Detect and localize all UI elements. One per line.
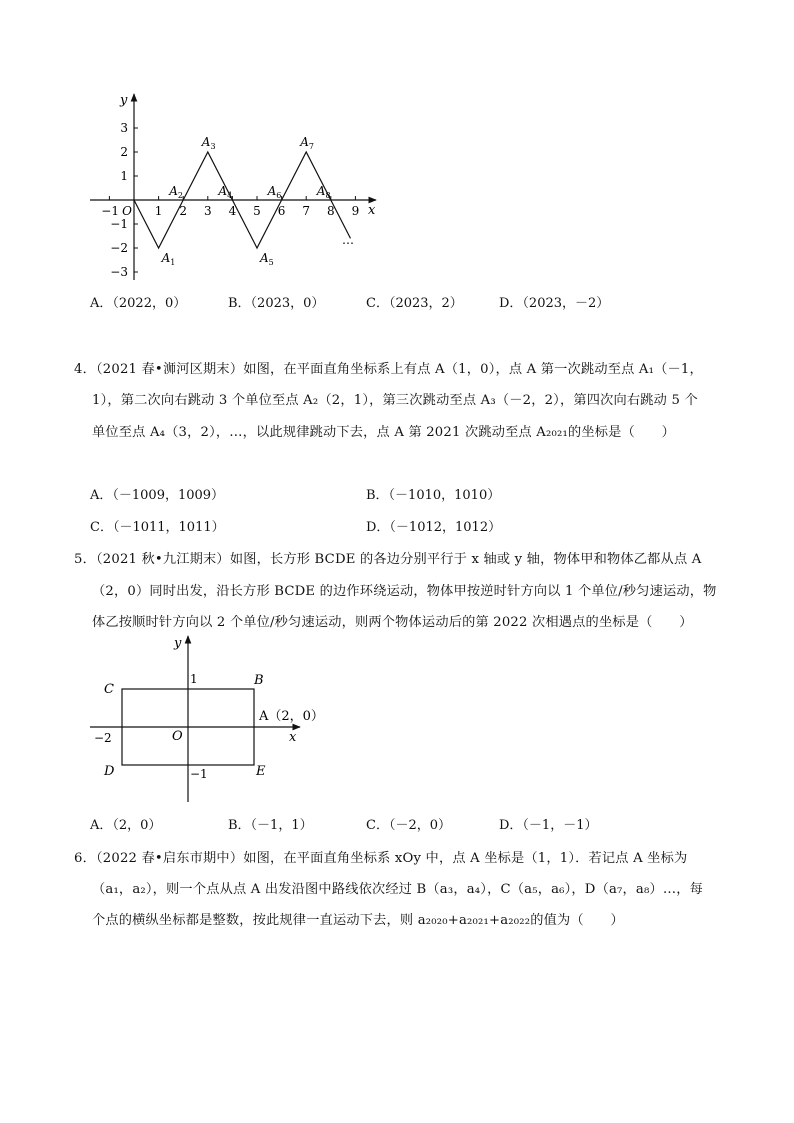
x-tick-label: 4 xyxy=(228,204,237,218)
ellipsis: … xyxy=(342,233,354,247)
x-tick-label: 3 xyxy=(203,204,212,218)
x-axis-label: x xyxy=(289,730,297,745)
x-tick-label: 7 xyxy=(302,204,311,218)
y-tick-label: −3 xyxy=(110,265,128,279)
q5-line-1: 5．（2021 秋•九江期末）如图，长方形 BCDE 的各边分别平行于 x 轴或 y 轴，物体甲和物体乙都从点 A xyxy=(74,552,702,567)
q3-option-d[interactable]: D．（2023，－2） xyxy=(499,296,610,311)
q3-option-c[interactable]: C．（2023，2） xyxy=(366,296,463,311)
x-tick-label: 2 xyxy=(179,204,188,218)
y-tick-label: 3 xyxy=(120,121,128,135)
y-tick-label: 1 xyxy=(120,169,128,183)
y-tick-label: −1 xyxy=(110,217,128,231)
q5-line-2: （2，0）同时出发，沿长方形 BCDE 的边作环绕运动，物体甲按逆时针方向以 1 个单位/秒匀速运动，物 xyxy=(92,584,717,599)
origin-label: O xyxy=(172,729,183,744)
point-label-a5: $A_5$ xyxy=(260,251,274,267)
q4-line-1: 4．（2021 春•浉河区期末）如图，在平面直角坐标系上有点 A（1，0），点 A 第一次跳动至点 A₁（－1， xyxy=(74,362,703,377)
q4-option-a[interactable]: A．（－1009，1009） xyxy=(90,488,225,503)
x-tick-label: 1 xyxy=(154,204,163,218)
x-tick-label: 8 xyxy=(326,204,335,218)
zigzag-graph xyxy=(80,88,390,288)
q4-option-b[interactable]: B．（－1010，1010） xyxy=(366,488,501,503)
q5-line-3: 体乙按顺时针方向以 2 个单位/秒匀速运动，则两个物体运动后的第 2022 次相遇点的坐标是（ ） xyxy=(92,615,693,630)
q5-option-a[interactable]: A．（2，0） xyxy=(90,818,162,833)
point-label-a3: $A_3$ xyxy=(201,135,216,151)
point-label-a8: $A_8$ xyxy=(316,184,331,200)
point-label-a4: $A_4$ xyxy=(218,184,233,200)
q6-line-2: （a₁，a₂），则一个点从点 A 出发沿图中路线依次经过 B（a₃，a₄），C（a₅，a₆），D（a₇，a₈）…，每 xyxy=(92,882,704,897)
point-label-a7: $A_7$ xyxy=(300,135,314,151)
x-tick-label: 9 xyxy=(351,204,360,218)
q3-option-b[interactable]: B．（2023，0） xyxy=(228,296,325,311)
point-c-label: C xyxy=(104,682,114,697)
y-tick-label: 2 xyxy=(120,145,128,159)
point-label-a2: $A_2$ xyxy=(169,184,183,200)
q6-line-1: 6．（2022 春•启东市期中）如图，在平面直角坐标系 xOy 中，点 A 坐标是（1，1）．若记点 A 坐标为 xyxy=(74,851,688,866)
point-d-label: D xyxy=(104,764,115,779)
q5-option-b[interactable]: B．（－1，1） xyxy=(228,818,313,833)
q3-option-a[interactable]: A．（2022，0） xyxy=(90,296,187,311)
x-tick-label: O xyxy=(122,204,132,218)
x-tick-label: 5 xyxy=(253,204,261,218)
q5-option-c[interactable]: C．（－2，0） xyxy=(366,818,451,833)
y-axis-label: y xyxy=(174,636,182,651)
rectangle-graph xyxy=(84,632,324,808)
q4-option-d[interactable]: D．（－1012，1012） xyxy=(366,520,502,535)
point-a-label: A（2，0） xyxy=(259,709,324,724)
q4-line-3: 单位至点 A₄（3，2），…，以此规律跳动下去，点 A 第 2021 次跳动至点 A₂₀₂₁的坐标是（ ） xyxy=(92,425,676,440)
tick-neg1: −1 xyxy=(190,767,208,781)
point-label-a1: $A_1$ xyxy=(161,251,176,267)
point-b-label: B xyxy=(254,673,264,688)
x-tick-label: −1 xyxy=(101,204,119,218)
x-axis-label: x xyxy=(368,203,376,218)
q6-line-3: 个点的横纵坐标都是整数，按此规律一直运动下去，则 a₂₀₂₀+a₂₀₂₁+a₂₀₂₂的值为（ ） xyxy=(92,913,624,928)
tick-neg2: −2 xyxy=(94,731,112,745)
tick-1: 1 xyxy=(190,672,198,686)
x-tick-label: 6 xyxy=(277,204,286,218)
q4-line-2: 1），第二次向右跳动 3 个单位至点 A₂（2，1），第三次跳动至点 A₃（－2，2），第四次向右跳动 5 个 xyxy=(92,393,698,408)
q4-option-c[interactable]: C．（－1011，1011） xyxy=(90,520,225,535)
y-tick-label: −2 xyxy=(110,241,128,255)
y-axis-label: y xyxy=(120,93,128,108)
point-label-a6: $A_6$ xyxy=(267,184,282,200)
q5-option-d[interactable]: D．（－1，－1） xyxy=(499,818,598,833)
point-e-label: E xyxy=(256,764,266,779)
